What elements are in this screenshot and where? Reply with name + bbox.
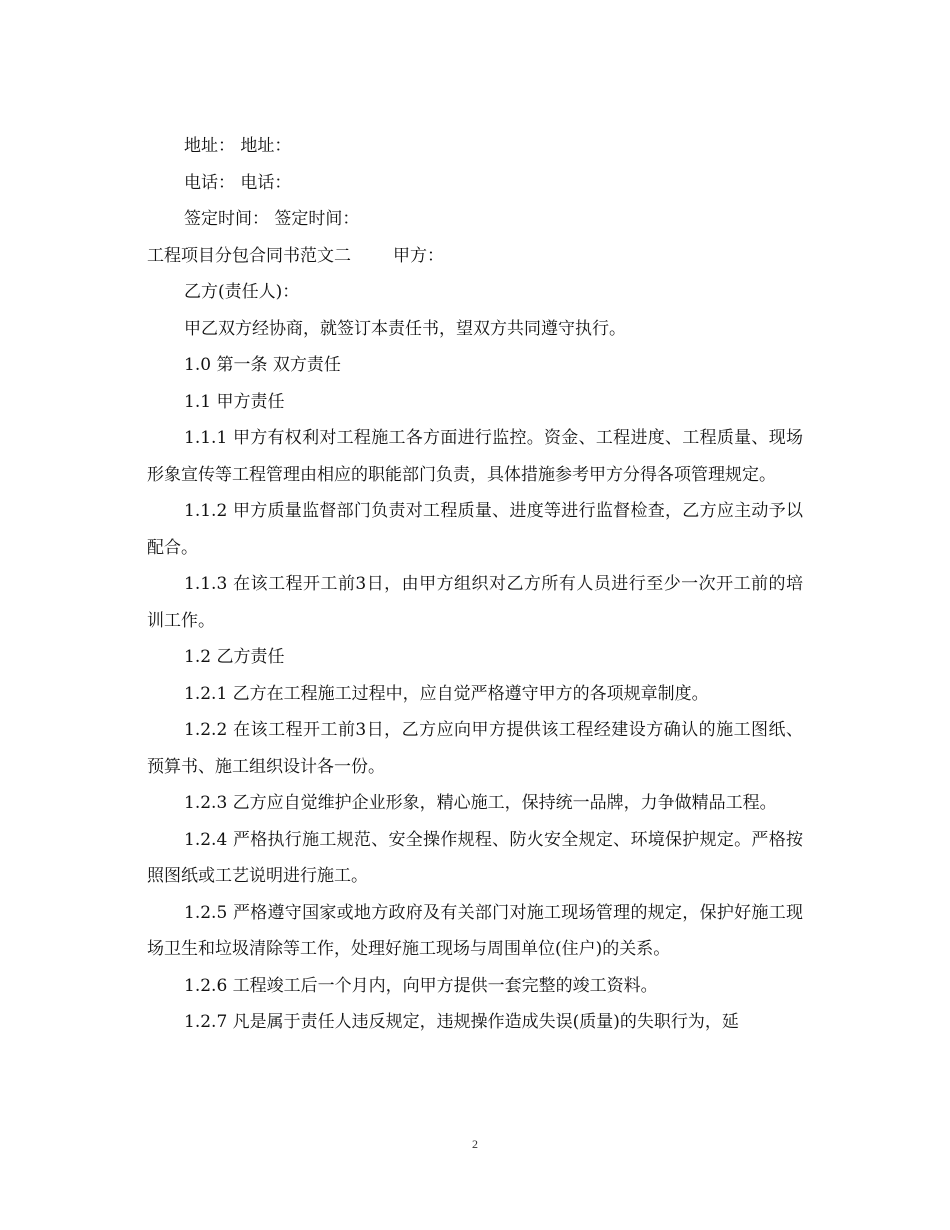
- clause-1-1-3: 1.1.3 在该工程开工前3日，由甲方组织对乙方所有人员进行至少一次开工前的培训工作。: [147, 574, 803, 631]
- clause-1-2-5: 1.2.5 严格遵守国家或地方政府及有关部门对施工现场管理的规定，保护好施工现场卫生和垃圾清除等工作，处理好施工现场与周围单位(住户)的关系。: [147, 902, 803, 959]
- clause-1-1: 1.1 甲方责任: [184, 391, 285, 412]
- document-body: [147, 128, 803, 1041]
- clause-1-2-7: 1.2.7 凡是属于责任人违反规定，违规操作造成失误(质量)的失职行为，延: [184, 1012, 739, 1032]
- party-a-label: 甲方：: [393, 245, 444, 266]
- intro-paragraph: 甲乙双方经协商，就签订本责任书，望双方共同遵守执行。: [184, 318, 626, 339]
- page-number: 2: [472, 1137, 478, 1151]
- clause-1-0: 1.0 第一条 双方责任: [184, 355, 341, 375]
- signature-phone-line: 电话： 电话：: [184, 172, 292, 193]
- clause-1-1-2: 1.1.2 甲方质量监督部门负责对工程质量、进度等进行监督检查，乙方应主动予以配合。: [147, 501, 803, 558]
- clause-1-2-1: 1.2.1 乙方在工程施工过程中，应自觉严格遵守甲方的各项规章制度。: [184, 683, 709, 704]
- clause-1-2-2: 1.2.2 在该工程开工前3日，乙方应向甲方提供该工程经建设方确认的施工图纸、预算书、施工组织设计各一份。: [147, 720, 803, 777]
- signature-address-line: 地址： 地址：: [184, 136, 292, 156]
- section-title: 工程项目分包合同书范文二: [147, 245, 351, 266]
- signature-date-line: 签定时间： 签定时间：: [184, 209, 360, 229]
- clause-1-2: 1.2 乙方责任: [184, 647, 285, 667]
- section-title-line: [147, 238, 803, 275]
- clause-1-1-1: 1.1.1 甲方有权利对工程施工各方面进行监控。资金、工程进度、工程质量、现场形象宣传等工程管理由相应的职能部门负责，具体措施参考甲方分得各项管理规定。: [147, 428, 803, 485]
- clause-1-2-3: 1.2.3 乙方应自觉维护企业形象，精心施工，保持统一品牌，力争做精品工程。: [184, 793, 777, 813]
- party-b-label: 乙方(责任人)：: [184, 282, 300, 302]
- clause-1-2-4: 1.2.4 严格执行施工规范、安全操作规程、防火安全规定、环境保护规定。严格按照图纸或工艺说明进行施工。: [147, 829, 803, 886]
- clause-1-2-6: 1.2.6 工程竣工后一个月内，向甲方提供一套完整的竣工资料。: [184, 975, 658, 996]
